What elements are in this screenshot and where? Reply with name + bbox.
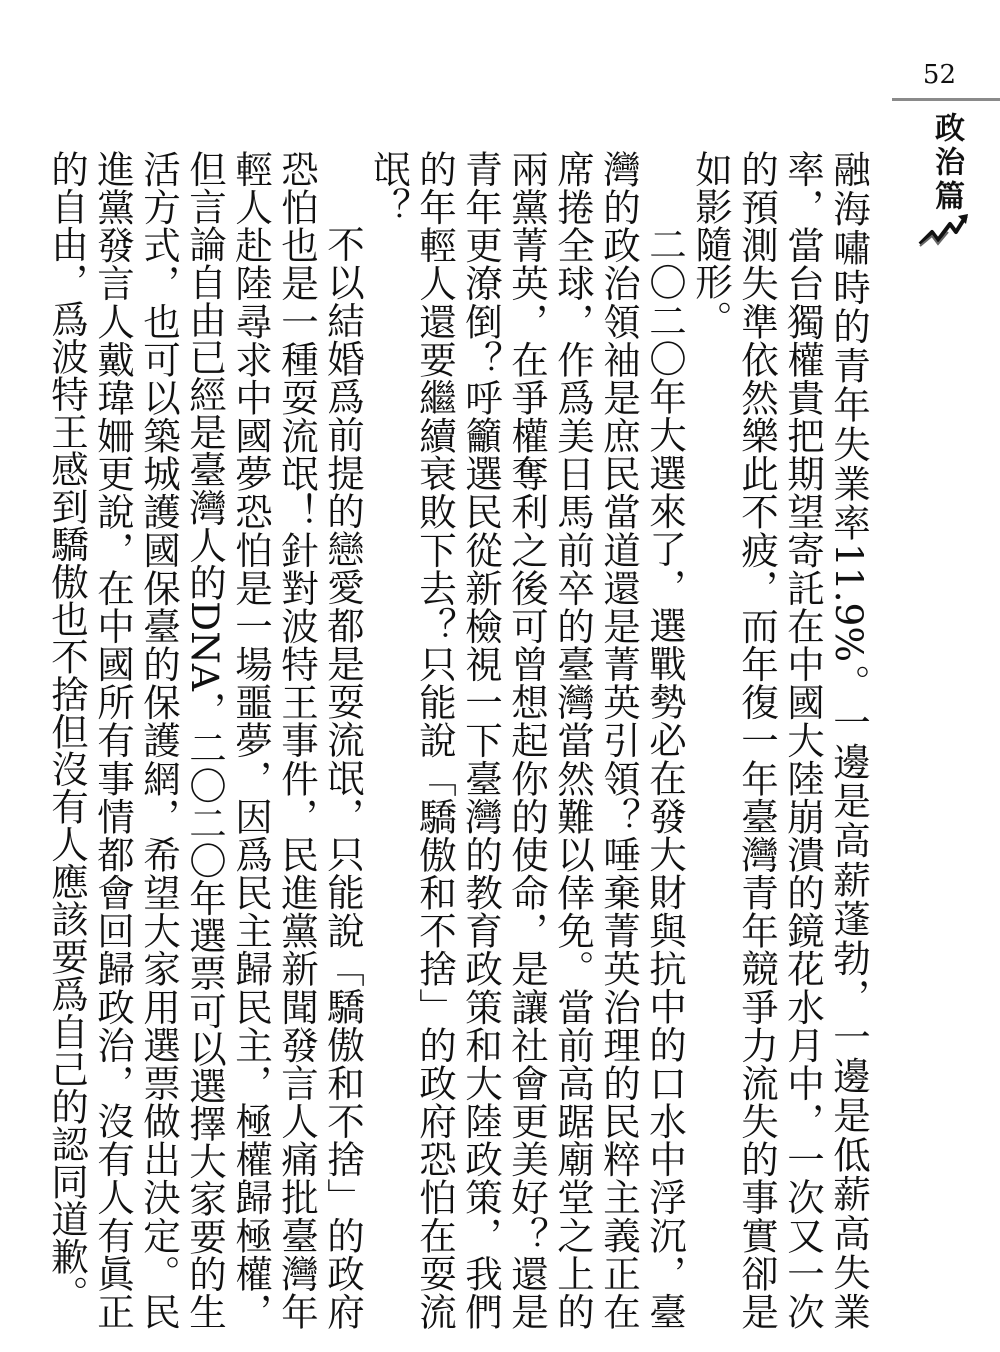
zigzag-arrow-logo-icon [918,212,970,248]
page-number: 52 [922,60,956,90]
paragraph-2: 二〇二〇年大選來了，選戰勢必在發大財與抗中的口水中浮沉，臺灣的政治領袖是庶民當道還是菁英引領？唾棄菁英治理的民粹主義正在席捲全球，作爲美日馬前卒的臺灣當然難以倖免。當前高踞廟堂之上的兩黨菁英，在爭權奪利之後可曾想起你的使命，是讓社會更美好？還是青年更潦倒？呼籲選民從新檢視一下臺灣的教育政策和大陸政策，我們的年輕人還要繼續衰敗下去？只能說「驕傲和不捨」的政府恐怕在耍流氓？ [367,150,687,1330]
header-rule [892,98,1000,101]
paragraph-1: 融海嘯時的青年失業率11.9%。一邊是高薪蓬勃，一邊是低薪高失業率，當台獨權貴把期望寄託在中國大陸崩潰的鏡花水月中，一次又一次的預測失準依然樂此不疲，而年復一年臺灣青年競爭力流失的事實卻是如影隨形。 [689,150,871,1330]
body-text [45,150,872,1330]
section-title: 政治篇 [929,112,964,214]
paragraph-3: 不以結婚爲前提的戀愛都是耍流氓，只能說「驕傲和不捨」的政府恐怕也是一種耍流氓！針對波特王事件，民進黨新聞發言人痛批臺灣年輕人赴陸尋求中國夢恐怕是一場噩夢，因爲民主歸民主，極權歸極權，但言論自由已經是臺灣人的DNA，二〇二〇年選票可以選擇大家要的生活方式，也可以築城護國保臺的保護網，希望大家用選票做出決定。民進黨發言人戴瑋姍更說，在中國所有事情都會回歸政治，沒有人有眞正的自由，爲波特王感到驕傲也不捨但沒有人應該要爲自己的認同道歉。 [45,150,365,1330]
